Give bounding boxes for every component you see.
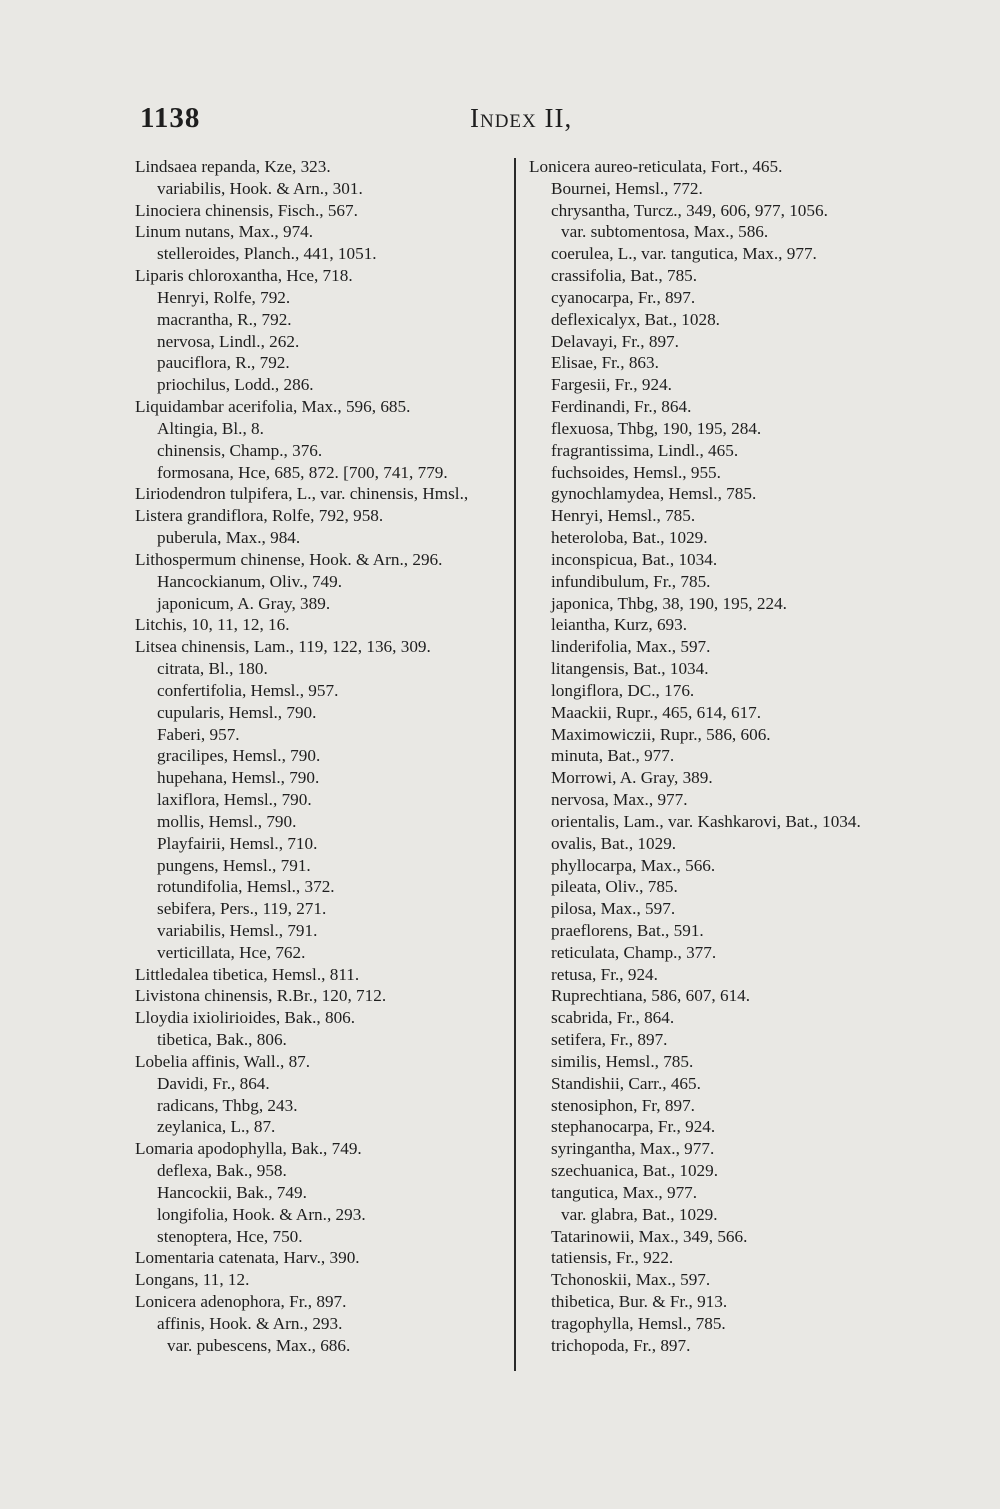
index-entry: cupularis, Hemsl., 790. — [157, 702, 317, 722]
index-entry: tatiensis, Fr., 922. — [551, 1248, 674, 1268]
index-entry: Lithospermum chinense, Hook. & Arn., 296. — [135, 549, 443, 569]
index-entry: Littledalea tibetica, Hemsl., 811. — [135, 964, 360, 984]
index-entry: stenosiphon, Fr, 897. — [551, 1095, 695, 1115]
index-entry: reticulata, Champ., 377. — [551, 942, 717, 962]
index-entry: ovalis, Bat., 1029. — [551, 833, 677, 853]
index-entry: szechuanica, Bat., 1029. — [551, 1161, 719, 1181]
index-entry: Delavayi, Fr., 897. — [551, 331, 679, 351]
index-entry: deflexa, Bak., 958. — [157, 1161, 287, 1181]
index-entry: Listera grandiflora, Rolfe, 792, 958. — [135, 506, 384, 526]
index-entry: stephanocarpa, Fr., 924. — [551, 1117, 716, 1137]
index-entry: Liparis chloroxantha, Hce, 718. — [135, 266, 353, 286]
index-entry: nervosa, Max., 977. — [551, 790, 688, 810]
index-entry: linderifolia, Max., 597. — [551, 637, 711, 657]
index-entry: trichopoda, Fr., 897. — [551, 1335, 691, 1355]
index-entry: deflexicalyx, Bat., 1028. — [551, 309, 720, 329]
index-entry: Henryi, Hemsl., 785. — [551, 506, 696, 526]
index-entry: pileata, Oliv., 785. — [551, 877, 678, 897]
index-entry: chrysantha, Turcz., 349, 606, 977, 1056. — [551, 200, 828, 220]
page-number: 1138 — [140, 102, 201, 134]
index-entry: pilosa, Max., 597. — [551, 899, 676, 919]
index-entry: Maackii, Rupr., 465, 614, 617. — [551, 702, 762, 722]
index-entry: fragrantissima, Lindl., 465. — [551, 440, 739, 460]
index-entry: pungens, Hemsl., 791. — [157, 855, 311, 875]
index-entry: Davidi, Fr., 864. — [157, 1073, 270, 1093]
index-entry: praeflorens, Bat., 591. — [551, 920, 704, 940]
index-entry: formosana, Hce, 685, 872. [700, 741, 779. — [157, 462, 448, 482]
index-entry: longifolia, Hook. & Arn., 293. — [157, 1204, 366, 1224]
index-entry: gynochlamydea, Hemsl., 785. — [551, 484, 757, 504]
index-entry: tibetica, Bak., 806. — [157, 1030, 287, 1050]
index-entry: rotundifolia, Hemsl., 372. — [157, 877, 335, 897]
index-entry: stenoptera, Hce, 750. — [157, 1226, 303, 1246]
index-entry: chinensis, Champ., 376. — [157, 440, 323, 460]
index-entry: variabilis, Hemsl., 791. — [157, 920, 318, 940]
index-entry: citrata, Bl., 180. — [157, 659, 268, 679]
index-entry: Maximowiczii, Rupr., 586, 606. — [551, 724, 771, 744]
index-entry: variabilis, Hook. & Arn., 301. — [157, 178, 363, 198]
index-entry: crassifolia, Bat., 785. — [551, 266, 698, 286]
index-entry: Playfairii, Hemsl., 710. — [157, 833, 318, 853]
index-entry: Ferdinandi, Fr., 864. — [551, 397, 692, 417]
index-entry: macrantha, R., 792. — [157, 309, 292, 329]
index-entry: Longans, 11, 12. — [135, 1270, 250, 1290]
index-entry: Lloydia ixiolirioides, Bak., 806. — [135, 1008, 356, 1028]
index-entry: laxiflora, Hemsl., 790. — [157, 790, 312, 810]
index-entry: Liriodendron tulpifera, L., var. chinensis, Hmsl., — [135, 484, 469, 504]
index-entry: Standishii, Carr., 465. — [551, 1073, 701, 1093]
index-entry: Litchis, 10, 11, 12, 16. — [135, 615, 290, 635]
index-entry: Linociera chinensis, Fisch., 567. — [135, 200, 358, 220]
index-entry: leiantha, Kurz, 693. — [551, 615, 688, 635]
index-entry: inconspicua, Bat., 1034. — [551, 549, 718, 569]
index-entry: setifera, Fr., 897. — [551, 1030, 668, 1050]
index-entry: mollis, Hemsl., 790. — [157, 811, 297, 831]
index-entry: confertifolia, Hemsl., 957. — [157, 680, 339, 700]
index-entry: Hancockii, Bak., 749. — [157, 1182, 307, 1202]
index-entry: pauciflora, R., 792. — [157, 353, 290, 373]
index-entry: Lomentaria catenata, Harv., 390. — [135, 1248, 360, 1268]
index-entry: Morrowi, A. Gray, 389. — [551, 768, 713, 788]
index-entry: infundibulum, Fr., 785. — [551, 571, 711, 591]
index-entry: Bournei, Hemsl., 772. — [551, 178, 703, 198]
right-column — [529, 156, 929, 1357]
index-entry: gracilipes, Hemsl., 790. — [157, 746, 321, 766]
column-divider — [514, 158, 516, 1371]
index-entry: thibetica, Bur. & Fr., 913. — [551, 1292, 728, 1312]
index-entry: fuchsoides, Hemsl., 955. — [551, 462, 721, 482]
index-entry: var. glabra, Bat., 1029. — [561, 1204, 718, 1224]
index-entry: Lonicera adenophora, Fr., 897. — [135, 1292, 347, 1312]
index-entry: longiflora, DC., 176. — [551, 680, 695, 700]
index-entry: orientalis, Lam., var. Kashkarovi, Bat., 1034. — [551, 811, 861, 831]
index-entry: phyllocarpa, Max., 566. — [551, 855, 716, 875]
index-entry: japonica, Thbg, 38, 190, 195, 224. — [551, 593, 787, 613]
index-entry: cyanocarpa, Fr., 897. — [551, 287, 696, 307]
index-entry: Livistona chinensis, R.Br., 120, 712. — [135, 986, 387, 1006]
index-entry: Ruprechtiana, 586, 607, 614. — [551, 986, 751, 1006]
index-entry: Fargesii, Fr., 924. — [551, 375, 672, 395]
index-entry: coerulea, L., var. tangutica, Max., 977. — [551, 244, 817, 264]
left-column — [135, 156, 505, 1357]
index-entry: similis, Hemsl., 785. — [551, 1051, 694, 1071]
index-entry: Lindsaea repanda, Kze, 323. — [135, 157, 331, 176]
index-entry: zeylanica, L., 87. — [157, 1117, 276, 1137]
index-entry: Hancockianum, Oliv., 749. — [157, 571, 343, 591]
index-entry: Tchonoskii, Max., 597. — [551, 1270, 711, 1290]
index-entry: litangensis, Bat., 1034. — [551, 659, 709, 679]
index-entry: puberula, Max., 984. — [157, 528, 301, 548]
index-entry: var. subtomentosa, Max., 586. — [561, 222, 769, 242]
index-entry: Linum nutans, Max., 974. — [135, 222, 314, 242]
index-entry: syringantha, Max., 977. — [551, 1139, 715, 1159]
index-entry: Lonicera aureo-reticulata, Fort., 465. — [529, 157, 783, 176]
index-entry: Litsea chinensis, Lam., 119, 122, 136, 309. — [135, 637, 431, 657]
index-entry: var. pubescens, Max., 686. — [167, 1335, 351, 1355]
index-entry: tragophylla, Hemsl., 785. — [551, 1313, 726, 1333]
index-entry: Henryi, Rolfe, 792. — [157, 287, 291, 307]
index-entry: affinis, Hook. & Arn., 293. — [157, 1313, 343, 1333]
index-entry: Lobelia affinis, Wall., 87. — [135, 1051, 311, 1071]
index-entry: flexuosa, Thbg, 190, 195, 284. — [551, 418, 762, 438]
index-entry: Elisae, Fr., 863. — [551, 353, 659, 373]
index-entry: Liquidambar acerifolia, Max., 596, 685. — [135, 397, 411, 417]
index-entry: heteroloba, Bat., 1029. — [551, 528, 708, 548]
index-entry: sebifera, Pers., 119, 271. — [157, 899, 327, 919]
index-entry: tangutica, Max., 977. — [551, 1182, 698, 1202]
index-entry: retusa, Fr., 924. — [551, 964, 658, 984]
index-entry: Faberi, 957. — [157, 724, 240, 744]
index-entry: stelleroides, Planch., 441, 1051. — [157, 244, 377, 264]
index-entry: Tatarinowii, Max., 349, 566. — [551, 1226, 748, 1246]
running-head: Index II, — [470, 103, 573, 133]
index-entry: hupehana, Hemsl., 790. — [157, 768, 320, 788]
index-entry: Lomaria apodophylla, Bak., 749. — [135, 1139, 362, 1159]
index-entry: nervosa, Lindl., 262. — [157, 331, 300, 351]
index-entry: minuta, Bat., 977. — [551, 746, 675, 766]
index-entry: radicans, Thbg, 243. — [157, 1095, 298, 1115]
index-entry: japonicum, A. Gray, 389. — [157, 593, 331, 613]
index-entry: verticillata, Hce, 762. — [157, 942, 306, 962]
index-entry: priochilus, Lodd., 286. — [157, 375, 314, 395]
index-entry: scabrida, Fr., 864. — [551, 1008, 675, 1028]
index-entry: Altingia, Bl., 8. — [157, 418, 264, 438]
